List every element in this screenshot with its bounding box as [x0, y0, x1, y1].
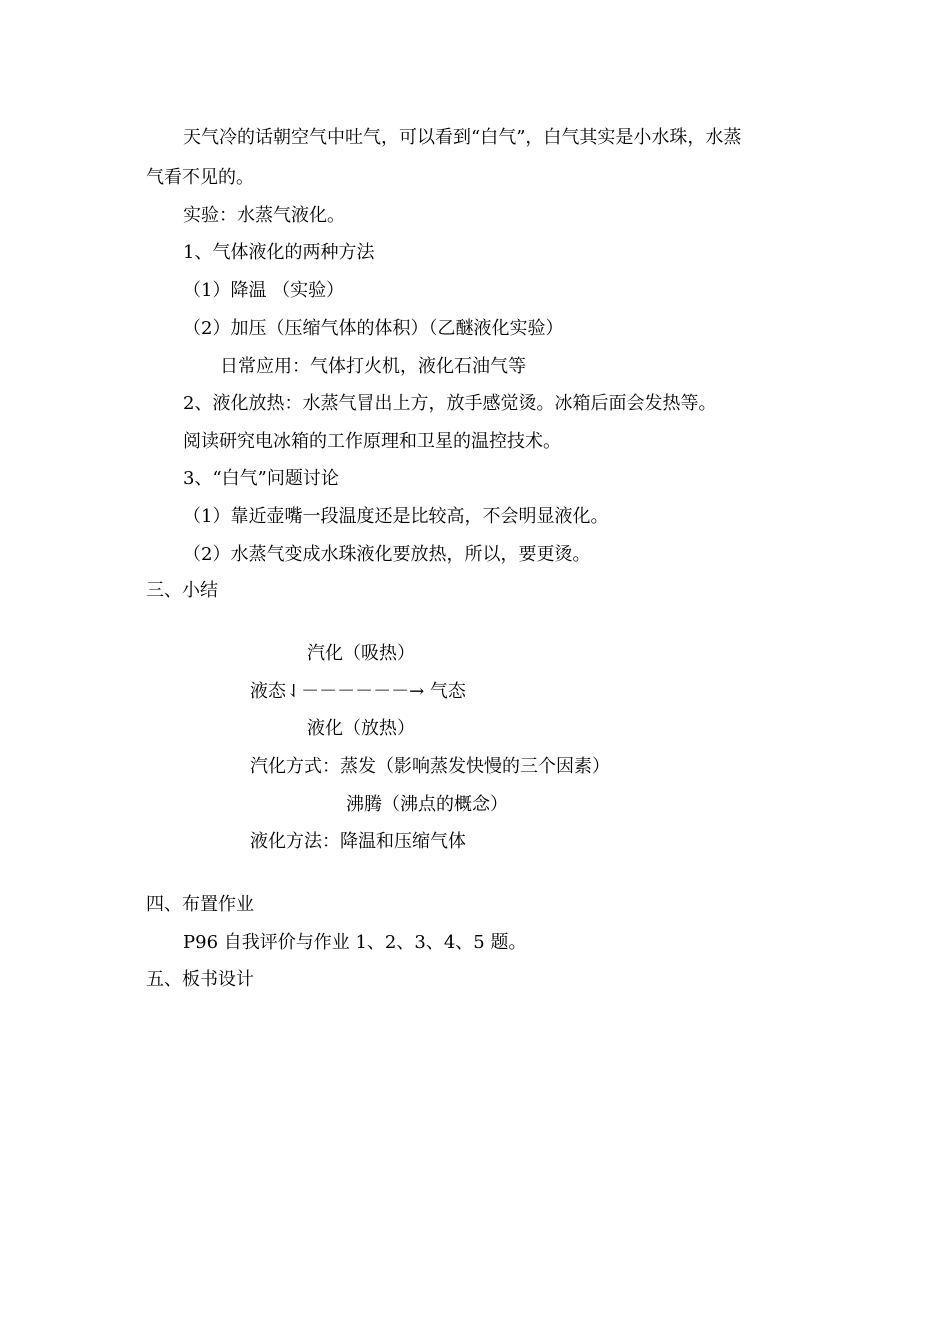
experiment-line: 实验：水蒸气液化。	[183, 205, 345, 226]
summary-arrow-line: 液态⇃－－－－－－→ 气态	[250, 681, 466, 702]
summary-vaporization-ways: 汽化方式：蒸发（影响蒸发快慢的三个因素）	[250, 756, 610, 777]
application-line: 日常应用：气体打火机，液化石油气等	[220, 356, 526, 377]
section-heading: 四、布置作业	[146, 894, 254, 915]
numbered-heading: 3、“白气”问题讨论	[183, 468, 339, 489]
sub-item: （1）靠近壶嘴一段温度还是比较高，不会明显液化。	[183, 506, 609, 527]
sub-item: （2）水蒸气变成水珠液化要放热，所以，要更烫。	[183, 544, 591, 565]
numbered-heading: 1、气体液化的两种方法	[183, 242, 375, 263]
summary-liquefaction-methods: 液化方法：降温和压缩气体	[250, 831, 466, 852]
section-heading: 五、板书设计	[146, 969, 254, 990]
reading-line: 阅读研究电冰箱的工作原理和卫星的温控技术。	[183, 431, 561, 452]
sub-item: （1）降温 （实验）	[183, 280, 345, 301]
sub-item: （2）加压（压缩气体的体积）（乙醚液化实验）	[183, 318, 564, 339]
summary-vaporization: 汽化（吸热）	[307, 643, 415, 664]
numbered-heading: 2、液化放热：水蒸气冒出上方，放手感觉烫。冰箱后面会发热等。	[183, 393, 717, 414]
summary-liquefaction: 液化（放热）	[307, 718, 415, 739]
summary-boiling: 沸腾（沸点的概念）	[346, 794, 508, 815]
section-heading: 三、小结	[146, 580, 218, 601]
paragraph-line: 天气冷的话朝空气中吐气，可以看到“白气”，白气其实是小水珠，水蒸	[183, 127, 742, 148]
paragraph-line: 气看不见的。	[146, 167, 254, 188]
homework-line: P96 自我评价与作业 1、2、3、4、5 题。	[183, 932, 527, 953]
